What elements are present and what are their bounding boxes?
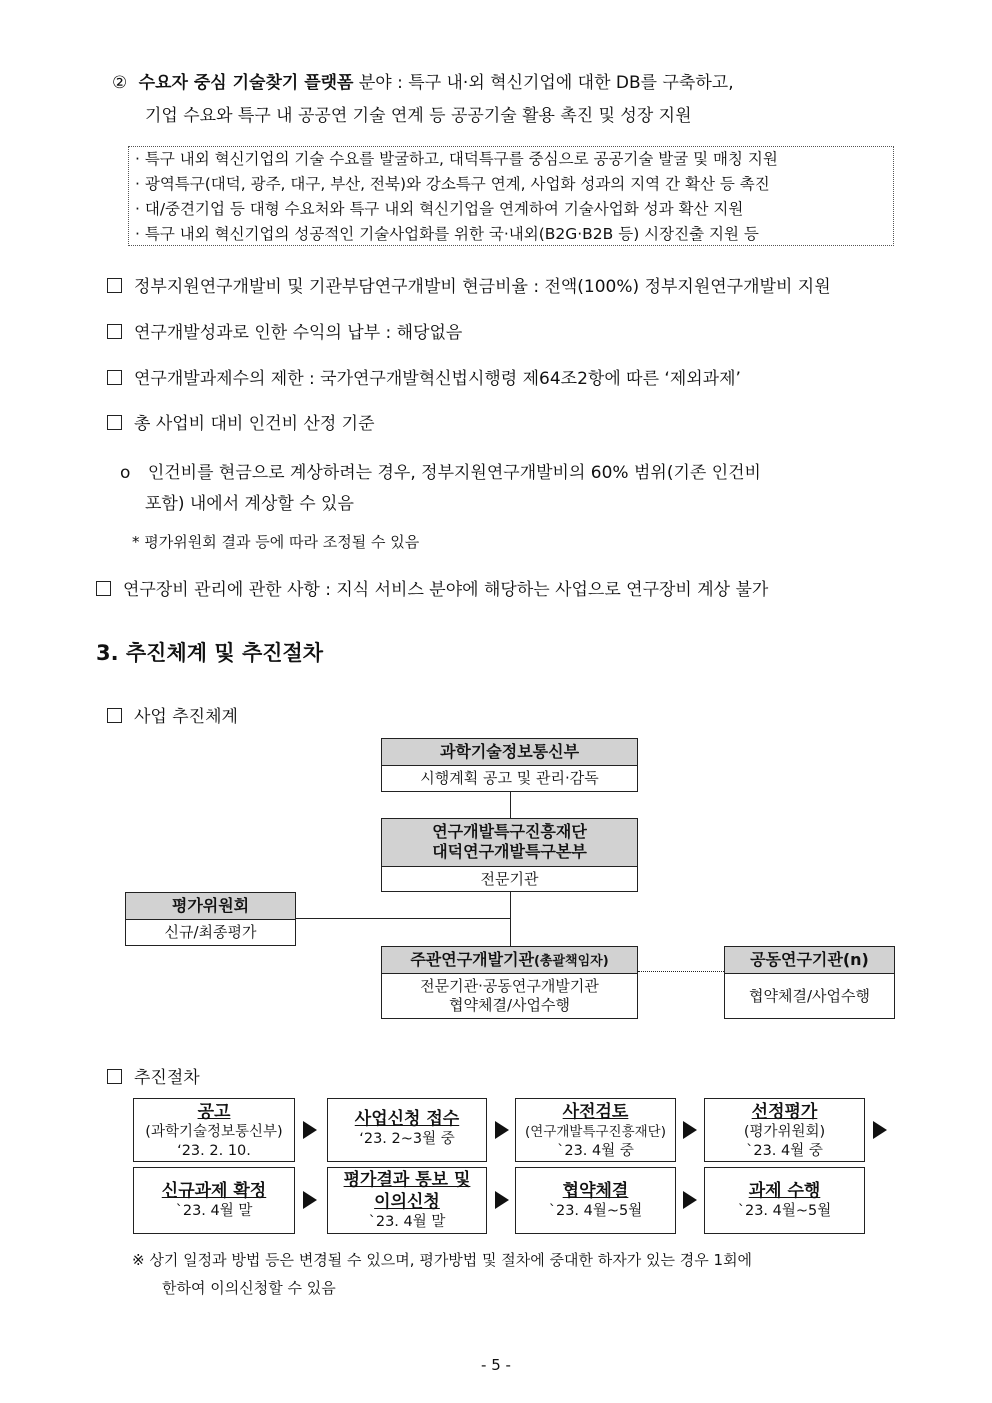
step-date: `23. 4월 말 — [368, 1214, 446, 1230]
sub-item-line2: 포함) 내에서 계상할 수 있음 — [145, 494, 354, 514]
checkbox-square-icon — [107, 370, 122, 385]
org-eval-title: 평가위원회 — [126, 893, 295, 920]
step-announcement — [133, 1098, 295, 1162]
bullet-revenue-text: 연구개발성과로 인한 수익의 납부 : 해당없음 — [134, 323, 463, 343]
step-execution — [704, 1167, 865, 1234]
checkbox-square-icon — [107, 708, 122, 723]
connector-line — [510, 792, 511, 818]
org-box-evaluation — [125, 892, 296, 946]
sub-heading-procedure — [107, 1063, 200, 1088]
org-lead-title — [382, 947, 637, 974]
footnote-line2: 한하여 이의신청할 수 있음 — [162, 1279, 336, 1297]
step-title: 사업신청 접수 — [354, 1109, 460, 1129]
org-box-joint — [724, 946, 895, 1019]
checkbox-square-icon — [96, 581, 111, 596]
sub-heading-procedure-text: 추진절차 — [134, 1068, 200, 1088]
step-title: 협약체결 — [562, 1181, 629, 1201]
dotted-connector — [638, 971, 724, 972]
step-date: `23. 4월 말 — [175, 1203, 253, 1219]
org-joint-role: 협약체결/사업수행 — [749, 987, 870, 1005]
sub-heading-structure-text: 사업 추진체계 — [134, 707, 238, 727]
org-lead-title-main: 주관연구개발기관 — [410, 950, 534, 969]
sub-heading-structure — [107, 702, 238, 727]
step-date: `23. 4월~5월 — [737, 1203, 832, 1219]
org-msit-title: 과학기술정보통신부 — [382, 739, 637, 766]
connector-line — [296, 918, 511, 919]
detail-box — [128, 146, 894, 246]
step-title: 사전검토 — [562, 1102, 629, 1122]
bullet-personnel-text: 총 사업비 대비 인건비 산정 기준 — [134, 414, 375, 434]
step-date: `23. 4월 중 — [746, 1143, 823, 1159]
org-lead-role — [382, 974, 637, 1015]
detail-line-4: · 특구 내외 혁신기업의 성공적인 기술사업화를 위한 국·내외(B2G·B2B 등) 시장진출 지원 등 — [135, 225, 759, 243]
sub-item-line1 — [120, 458, 761, 483]
org-innopolis-role: 전문기관 — [480, 870, 539, 888]
arrow-right-icon — [495, 1191, 509, 1209]
item2-title: 수요자 중심 기술찾기 플랫폼 — [138, 73, 354, 93]
step-title: 신규과제 확정 — [161, 1181, 267, 1201]
org-box-innopolis — [381, 818, 638, 892]
step-date: ‘23. 2. 10. — [177, 1143, 251, 1159]
org-box-lead — [381, 946, 638, 1019]
section3-heading: 3. 추진체계 및 추진절차 — [96, 641, 324, 665]
connector-line — [510, 892, 511, 946]
step-sub: (과학기술정보통신부) — [145, 1124, 283, 1140]
org-lead-role-1: 전문기관·공동연구개발기관 — [420, 977, 599, 995]
detail-line-3: · 대/중견기업 등 대형 수요처와 특구 내외 혁신기업을 연계하여 기술사업화 성과 확산 지원 — [135, 200, 744, 218]
org-msit-role: 시행계획 공고 및 관리·감독 — [420, 769, 599, 787]
item2-line1 — [112, 68, 734, 93]
note: * 평가위원회 결과 등에 따라 조정될 수 있음 — [132, 533, 420, 551]
page-number: - 5 - — [481, 1356, 511, 1374]
org-lead-role-2: 협약체결/사업수행 — [449, 996, 570, 1014]
org-eval-role: 신규/최종평가 — [164, 923, 257, 941]
step-sub: (평가위원회) — [743, 1124, 826, 1140]
step-date: ‘23. 2~3월 중 — [359, 1131, 455, 1147]
org-innopolis-title — [382, 819, 637, 867]
bullet-equipment — [96, 575, 768, 600]
bullet-funding-text: 정부지원연구개발비 및 기관부담연구개발비 현금비율 : 전액(100%) 정부지원연구개발비 지원 — [134, 277, 831, 297]
step-prereview — [515, 1098, 676, 1162]
bullet-revenue — [107, 318, 462, 343]
item2-description: 분야 : 특구 내·외 혁신기업에 대한 DB를 구축하고, — [353, 73, 734, 93]
item2-line2: 기업 수요와 특구 내 공공연 기술 연계 등 공공기술 활용 촉진 및 성장 지원 — [145, 106, 692, 126]
checkbox-square-icon — [107, 1069, 122, 1084]
arrow-right-icon — [495, 1121, 509, 1139]
checkbox-square-icon — [107, 278, 122, 293]
bullet-funding — [107, 272, 831, 297]
step-selection — [704, 1098, 865, 1162]
arrow-right-icon — [683, 1191, 697, 1209]
arrow-right-icon — [303, 1191, 317, 1209]
circle-bullet-icon: o — [120, 463, 131, 483]
arrow-right-icon — [873, 1121, 887, 1139]
step-date: `23. 4월 중 — [557, 1143, 634, 1159]
bullet-limit — [107, 364, 741, 389]
step-confirm — [133, 1167, 295, 1234]
item2-number: ② — [112, 73, 128, 93]
detail-line-1: · 특구 내외 혁신기업의 기술 수요를 발굴하고, 대덕특구를 중심으로 공공기술 발굴 및 매칭 지원 — [135, 150, 778, 168]
step-agreement — [515, 1167, 676, 1234]
org-box-msit — [381, 738, 638, 792]
step-date: `23. 4월~5월 — [548, 1203, 643, 1219]
org-innopolis-title-2: 대덕연구개발특구본부 — [432, 842, 587, 861]
step-sub: (연구개발특구진흥재단) — [525, 1124, 666, 1140]
bullet-equipment-text: 연구장비 관리에 관한 사항 : 지식 서비스 분야에 해당하는 사업으로 연구장비 계상 불가 — [123, 580, 769, 600]
org-innopolis-title-1: 연구개발특구진흥재단 — [432, 822, 587, 841]
step-title-2: 이의신청 — [374, 1192, 440, 1212]
arrow-right-icon — [303, 1121, 317, 1139]
sub-item-text-1: 인건비를 현금으로 계상하려는 경우, 정부지원연구개발비의 60% 범위(기존 인건비 — [147, 463, 761, 483]
checkbox-square-icon — [107, 415, 122, 430]
bullet-limit-text: 연구개발과제수의 제한 : 국가연구개발혁신법시행령 제64조2항에 따른 ‘제외과제’ — [134, 369, 741, 389]
step-application — [327, 1098, 487, 1162]
step-title: 선정평가 — [751, 1102, 818, 1122]
step-title: 과제 수행 — [748, 1181, 821, 1201]
step-title: 공고 — [197, 1102, 231, 1122]
step-notify — [327, 1167, 487, 1234]
arrow-right-icon — [683, 1121, 697, 1139]
bullet-personnel — [107, 409, 375, 434]
footnote-line1: ※ 상기 일정과 방법 등은 변경될 수 있으며, 평가방법 및 절차에 중대한 하자가 있는 경우 1회에 — [132, 1251, 753, 1269]
detail-line-2: · 광역특구(대덕, 광주, 대구, 부산, 전북)와 강소특구 연계, 사업화 성과의 지역 간 확산 등 촉진 — [135, 175, 770, 193]
org-lead-title-small: (총괄책임자) — [533, 954, 609, 969]
org-joint-title: 공동연구기관(n) — [725, 947, 894, 974]
checkbox-square-icon — [107, 324, 122, 339]
step-title: 평가결과 통보 및 — [343, 1170, 471, 1190]
